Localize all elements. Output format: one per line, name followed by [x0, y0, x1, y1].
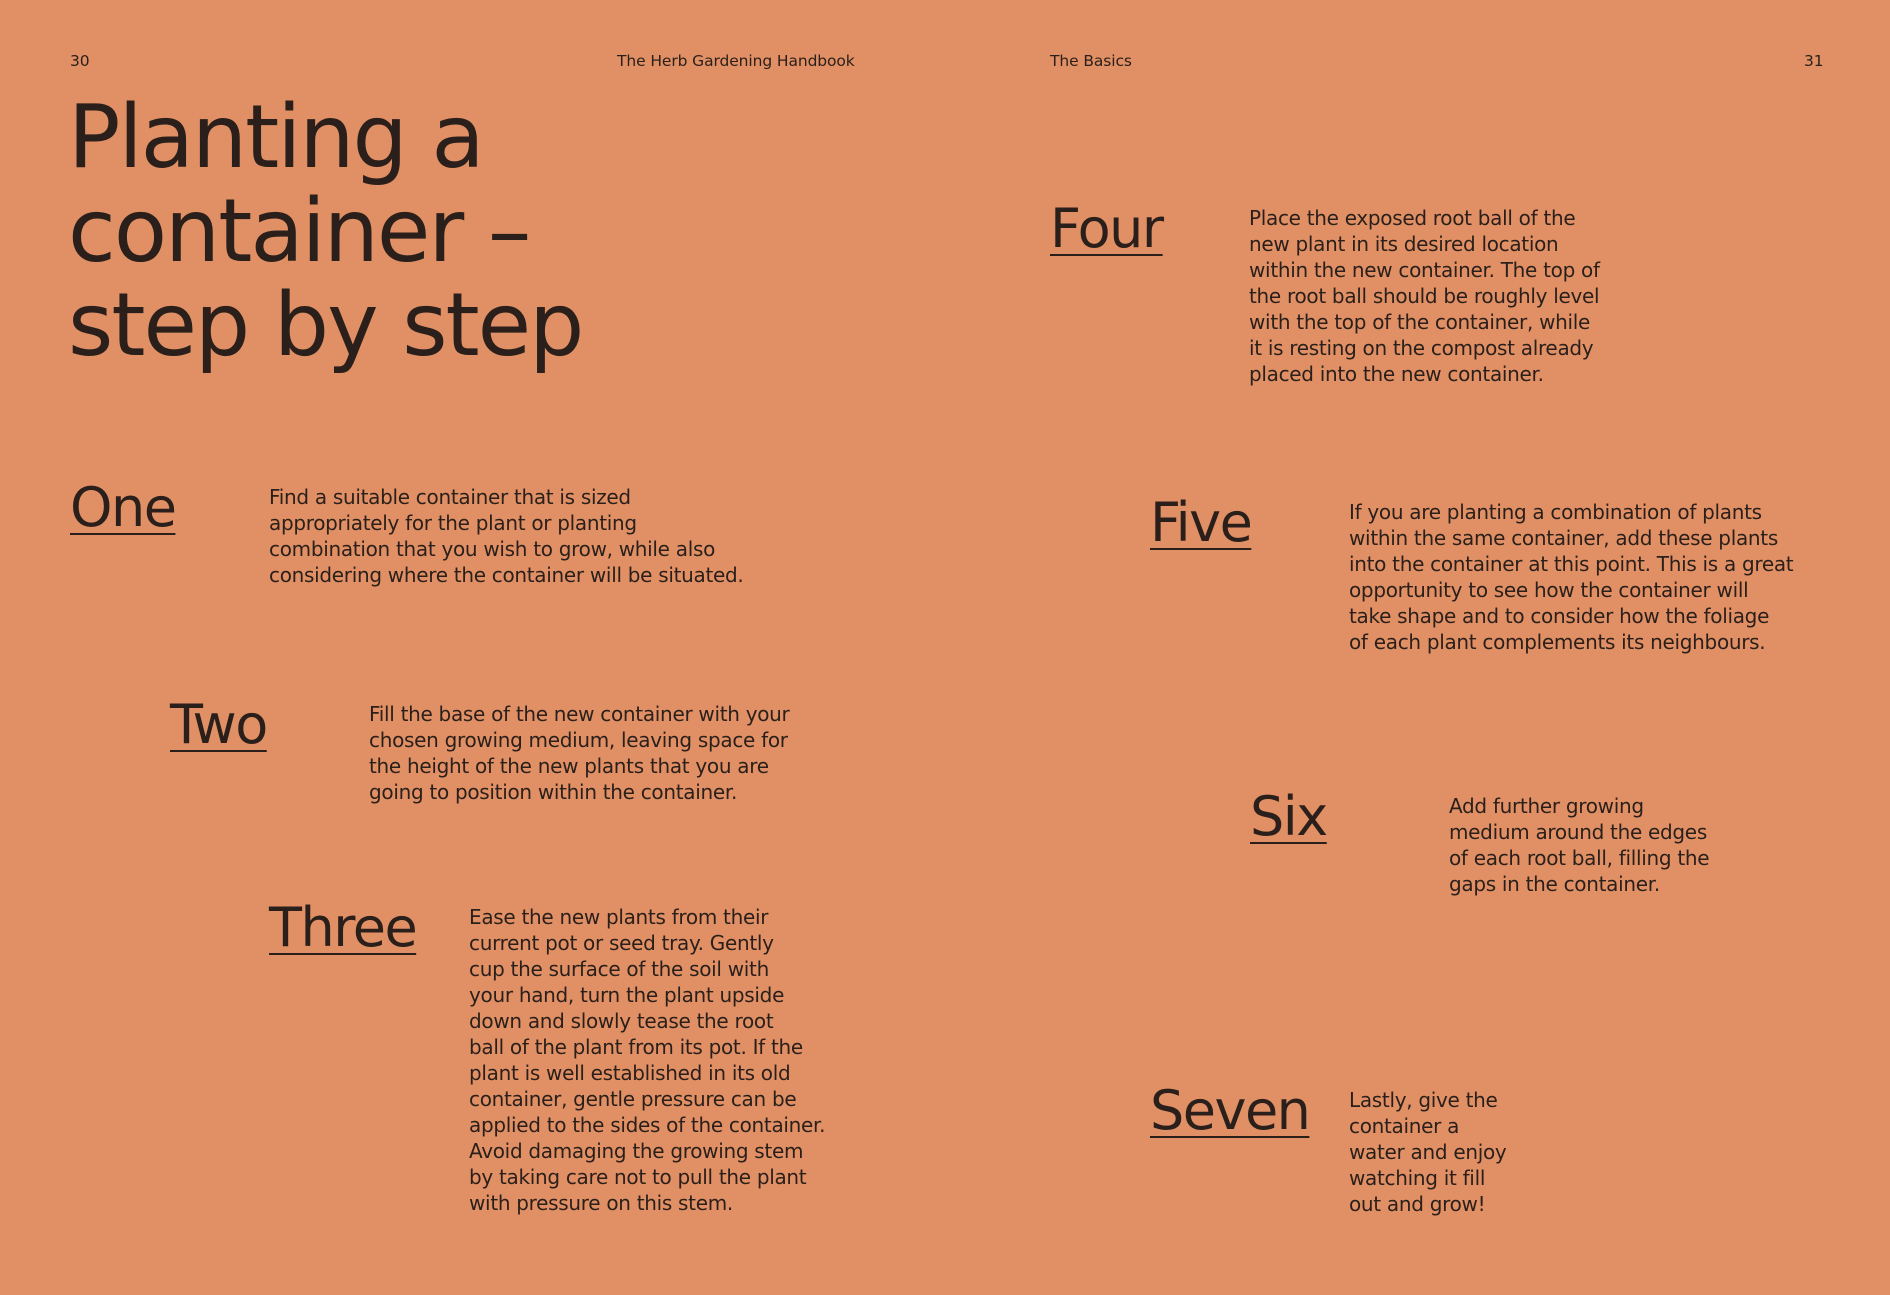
step-four-number: Four	[1050, 197, 1163, 260]
step-two-number: Two	[170, 693, 267, 756]
step-one-number: One	[70, 476, 176, 539]
step-three-text: Ease the new plants from their current pot or seed tray. Gently cup the surface of the soil with your hand, turn the plant upside down and slowly tease the root ball of the plant from its pot. If the plant is well established in its old container, gentle pressure can be applied to the sides of the container. Avoid damaging the growing stem by taking care not to pull the plant with pressure on this stem.	[469, 905, 826, 1215]
step-seven-text: Lastly, give the container a water and enjoy watching it fill out and grow!	[1349, 1088, 1507, 1216]
step-five-number: Five	[1150, 491, 1252, 554]
left-running-title: The Herb Gardening Handbook	[617, 52, 855, 70]
left-page-number: 30	[70, 52, 90, 70]
right-page-number: 31	[1804, 52, 1824, 70]
right-running-title: The Basics	[1050, 52, 1132, 70]
step-six-text: Add further growing medium around the edges of each root ball, filling the gaps in the container.	[1449, 794, 1710, 896]
step-five-text: If you are planting a combination of plants within the same container, add these plants into the container at this point. This is a great opportunity to see how the container will take shape and to consider how the foliage of each plant complements its neighbours.	[1349, 500, 1794, 654]
step-seven-number: Seven	[1150, 1079, 1310, 1142]
step-four-text: Place the exposed root ball of the new plant in its desired location within the new container. The top of the root ball should be roughly level with the top of the container, while it is resting on the compost already placed into the new container.	[1249, 206, 1600, 386]
step-two-text: Fill the base of the new container with your chosen growing medium, leaving space for the height of the new plants that you are going to position within the container.	[369, 702, 790, 804]
step-six-number: Six	[1250, 785, 1327, 848]
page-title: Planting a container – step by step	[68, 86, 583, 376]
step-three-number: Three	[269, 896, 417, 959]
step-one-text: Find a suitable container that is sized appropriately for the plant or planting combination that you wish to grow, while also considering where the container will be situated.	[269, 485, 744, 587]
